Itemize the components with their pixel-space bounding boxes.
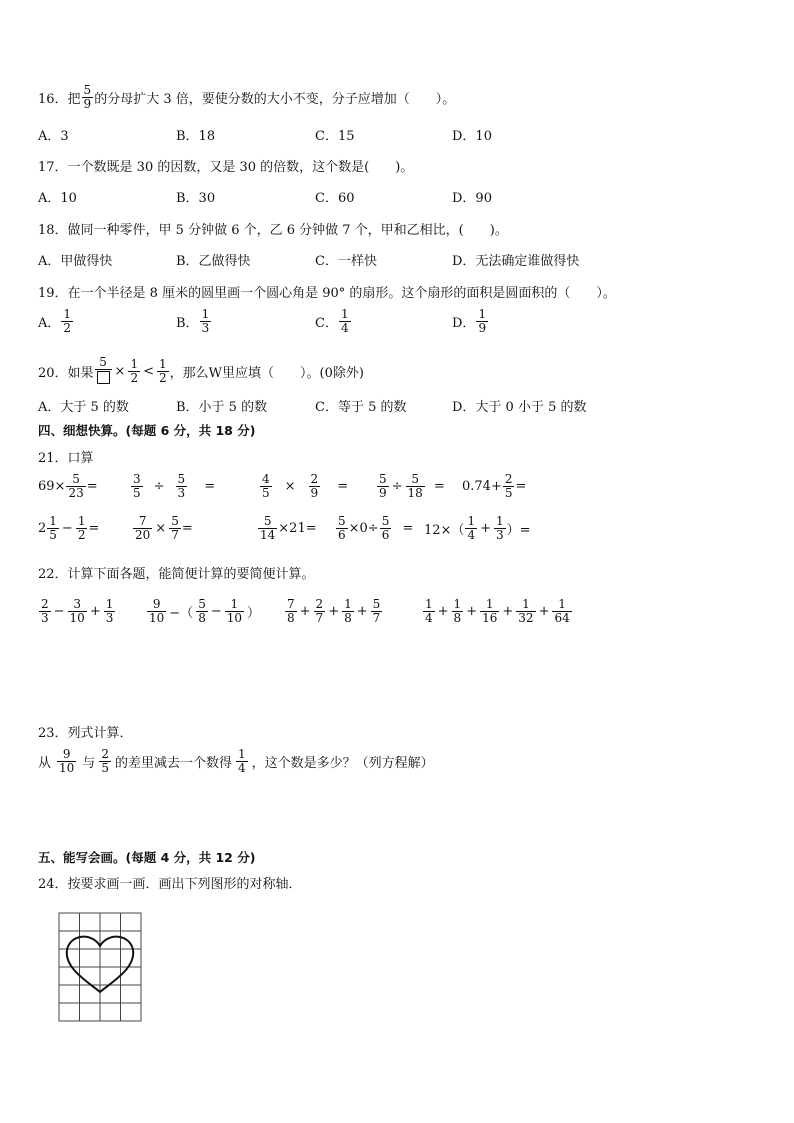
q19-option-c[interactable]: C． $\frac{1}{4}$ [315,307,349,335]
q19-option-d[interactable]: D． $\frac{1}{9}$ [452,307,487,335]
q21-item-7: $\frac{7}{20}$ × $\frac{5}{7}$ = [135,514,193,542]
q22-expression-4: $\frac{1}{4}$ + $\frac{1}{8}$ + $\frac{1}{16}$ + $\frac{1}{32}$ + $\frac{1}{64}$ [425,597,570,625]
q20-option-b[interactable]: B．小于 5 的数 [176,400,268,415]
q19-option-b[interactable]: B． $\frac{1}{3}$ [176,307,210,335]
q19-stem: 19．在一个半径是 8 厘米的圆里画一个圆心角是 90° 的扇形。这个扇形的面积是圆面积的（ ）。 [38,286,616,301]
q20-stem: 20．如果 5 × $\frac{1}{2}$ < $\frac{1}{2}$ ，那么W里应填（ ）。(0除外) [38,355,364,385]
q18-option-c[interactable]: C．一样快 [315,254,377,269]
q20-option-c[interactable]: C．等于 5 的数 [315,400,407,415]
q16-option-d[interactable]: D．10 [452,129,492,144]
q21-item-2: $\frac{3}{5}$ ÷ $\frac{5}{3}$ = [133,472,216,500]
section-5-heading: 五、能写会画。(每题 4 分，共 12 分) [38,850,256,865]
q20-fraction-box: 5 [95,356,112,387]
q17-stem: 17．一个数既是 30 的因数，又是 30 的倍数，这个数是( )。 [38,160,414,175]
q21-item-6: 2 $\frac{1}{5}$ − $\frac{1}{2}$ = [38,514,100,542]
q16-option-c[interactable]: C．15 [315,129,355,144]
q23-stem: 从 $\frac{9}{10}$ 与 $\frac{2}{5}$ 的差里减去一个数得 $\frac{1}{4}$ ，这个数是多少？（列方程解） [38,747,434,775]
q20-option-a[interactable]: A．大于 5 的数 [38,400,129,415]
q17-option-a[interactable]: A．10 [38,191,77,206]
q22-expression-3: $\frac{7}{8}$ + $\frac{2}{7}$ + $\frac{1}{8}$ + $\frac{5}{7}$ [287,597,381,625]
section-4-heading: 四、细想快算。(每题 6 分，共 18 分) [38,423,256,438]
q16-option-a[interactable]: A．3 [38,129,69,144]
q16-fraction: $\frac{5}{9}$ [83,83,92,111]
q20-option-d[interactable]: D．大于 0 小于 5 的数 [452,400,587,415]
q21-item-4: $\frac{5}{9}$ ÷ $\frac{5}{18}$ = [379,472,445,500]
blank-box-icon [97,371,110,384]
q21-item-10: 12×（ $\frac{1}{4}$ + $\frac{1}{3}$ ）= [424,514,531,542]
q21-item-9: $\frac{5}{6}$ ×0÷ $\frac{5}{6}$ = [338,514,414,542]
q22-expression-1: $\frac{2}{3}$ − $\frac{3}{10}$ + $\frac{1}{3}$ [41,597,114,625]
q18-stem: 18．做同一种零件，甲 5 分钟做 6 个，乙 6 分钟做 7 个，甲和乙相比，( )。 [38,223,508,238]
q21-item-5: 0.74+ $\frac{2}{5}$ = [462,472,527,500]
q18-option-b[interactable]: B．乙做得快 [176,254,251,269]
q21-item-8: $\frac{5}{14}$ ×21= [260,514,317,542]
q18-option-d[interactable]: D．无法确定谁做得快 [452,254,580,269]
q16-stem: 16．把 $\frac{5}{9}$ 的分母扩大 3 倍，要使分数的大小不变，分子应增加（ ）。 [38,83,456,111]
q17-option-c[interactable]: C．60 [315,191,355,206]
q19-option-a[interactable]: A． $\frac{1}{2}$ [38,307,72,335]
heart-grid-figure[interactable] [58,912,144,1028]
q18-option-a[interactable]: A．甲做得快 [38,254,113,269]
q21-title: 21．口算 [38,451,94,466]
q23-title: 23．列式计算． [38,726,133,741]
q21-item-3: $\frac{4}{5}$ × $\frac{2}{9}$ = [262,472,349,500]
q16-option-b[interactable]: B．18 [176,129,216,144]
q22-expression-2: $\frac{9}{10}$ −（ $\frac{5}{8}$ − $\frac{1}{10}$ ） [149,597,261,625]
q24-title: 24．按要求画一画．画出下列图形的对称轴． [38,877,302,892]
q17-option-d[interactable]: D．90 [452,191,492,206]
q21-item-1: 69× $\frac{5}{23}$ = [38,472,98,500]
q17-option-b[interactable]: B．30 [176,191,216,206]
heart-icon [58,912,144,1024]
q22-title: 22．计算下面各题，能简便计算的要简便计算。 [38,567,315,582]
